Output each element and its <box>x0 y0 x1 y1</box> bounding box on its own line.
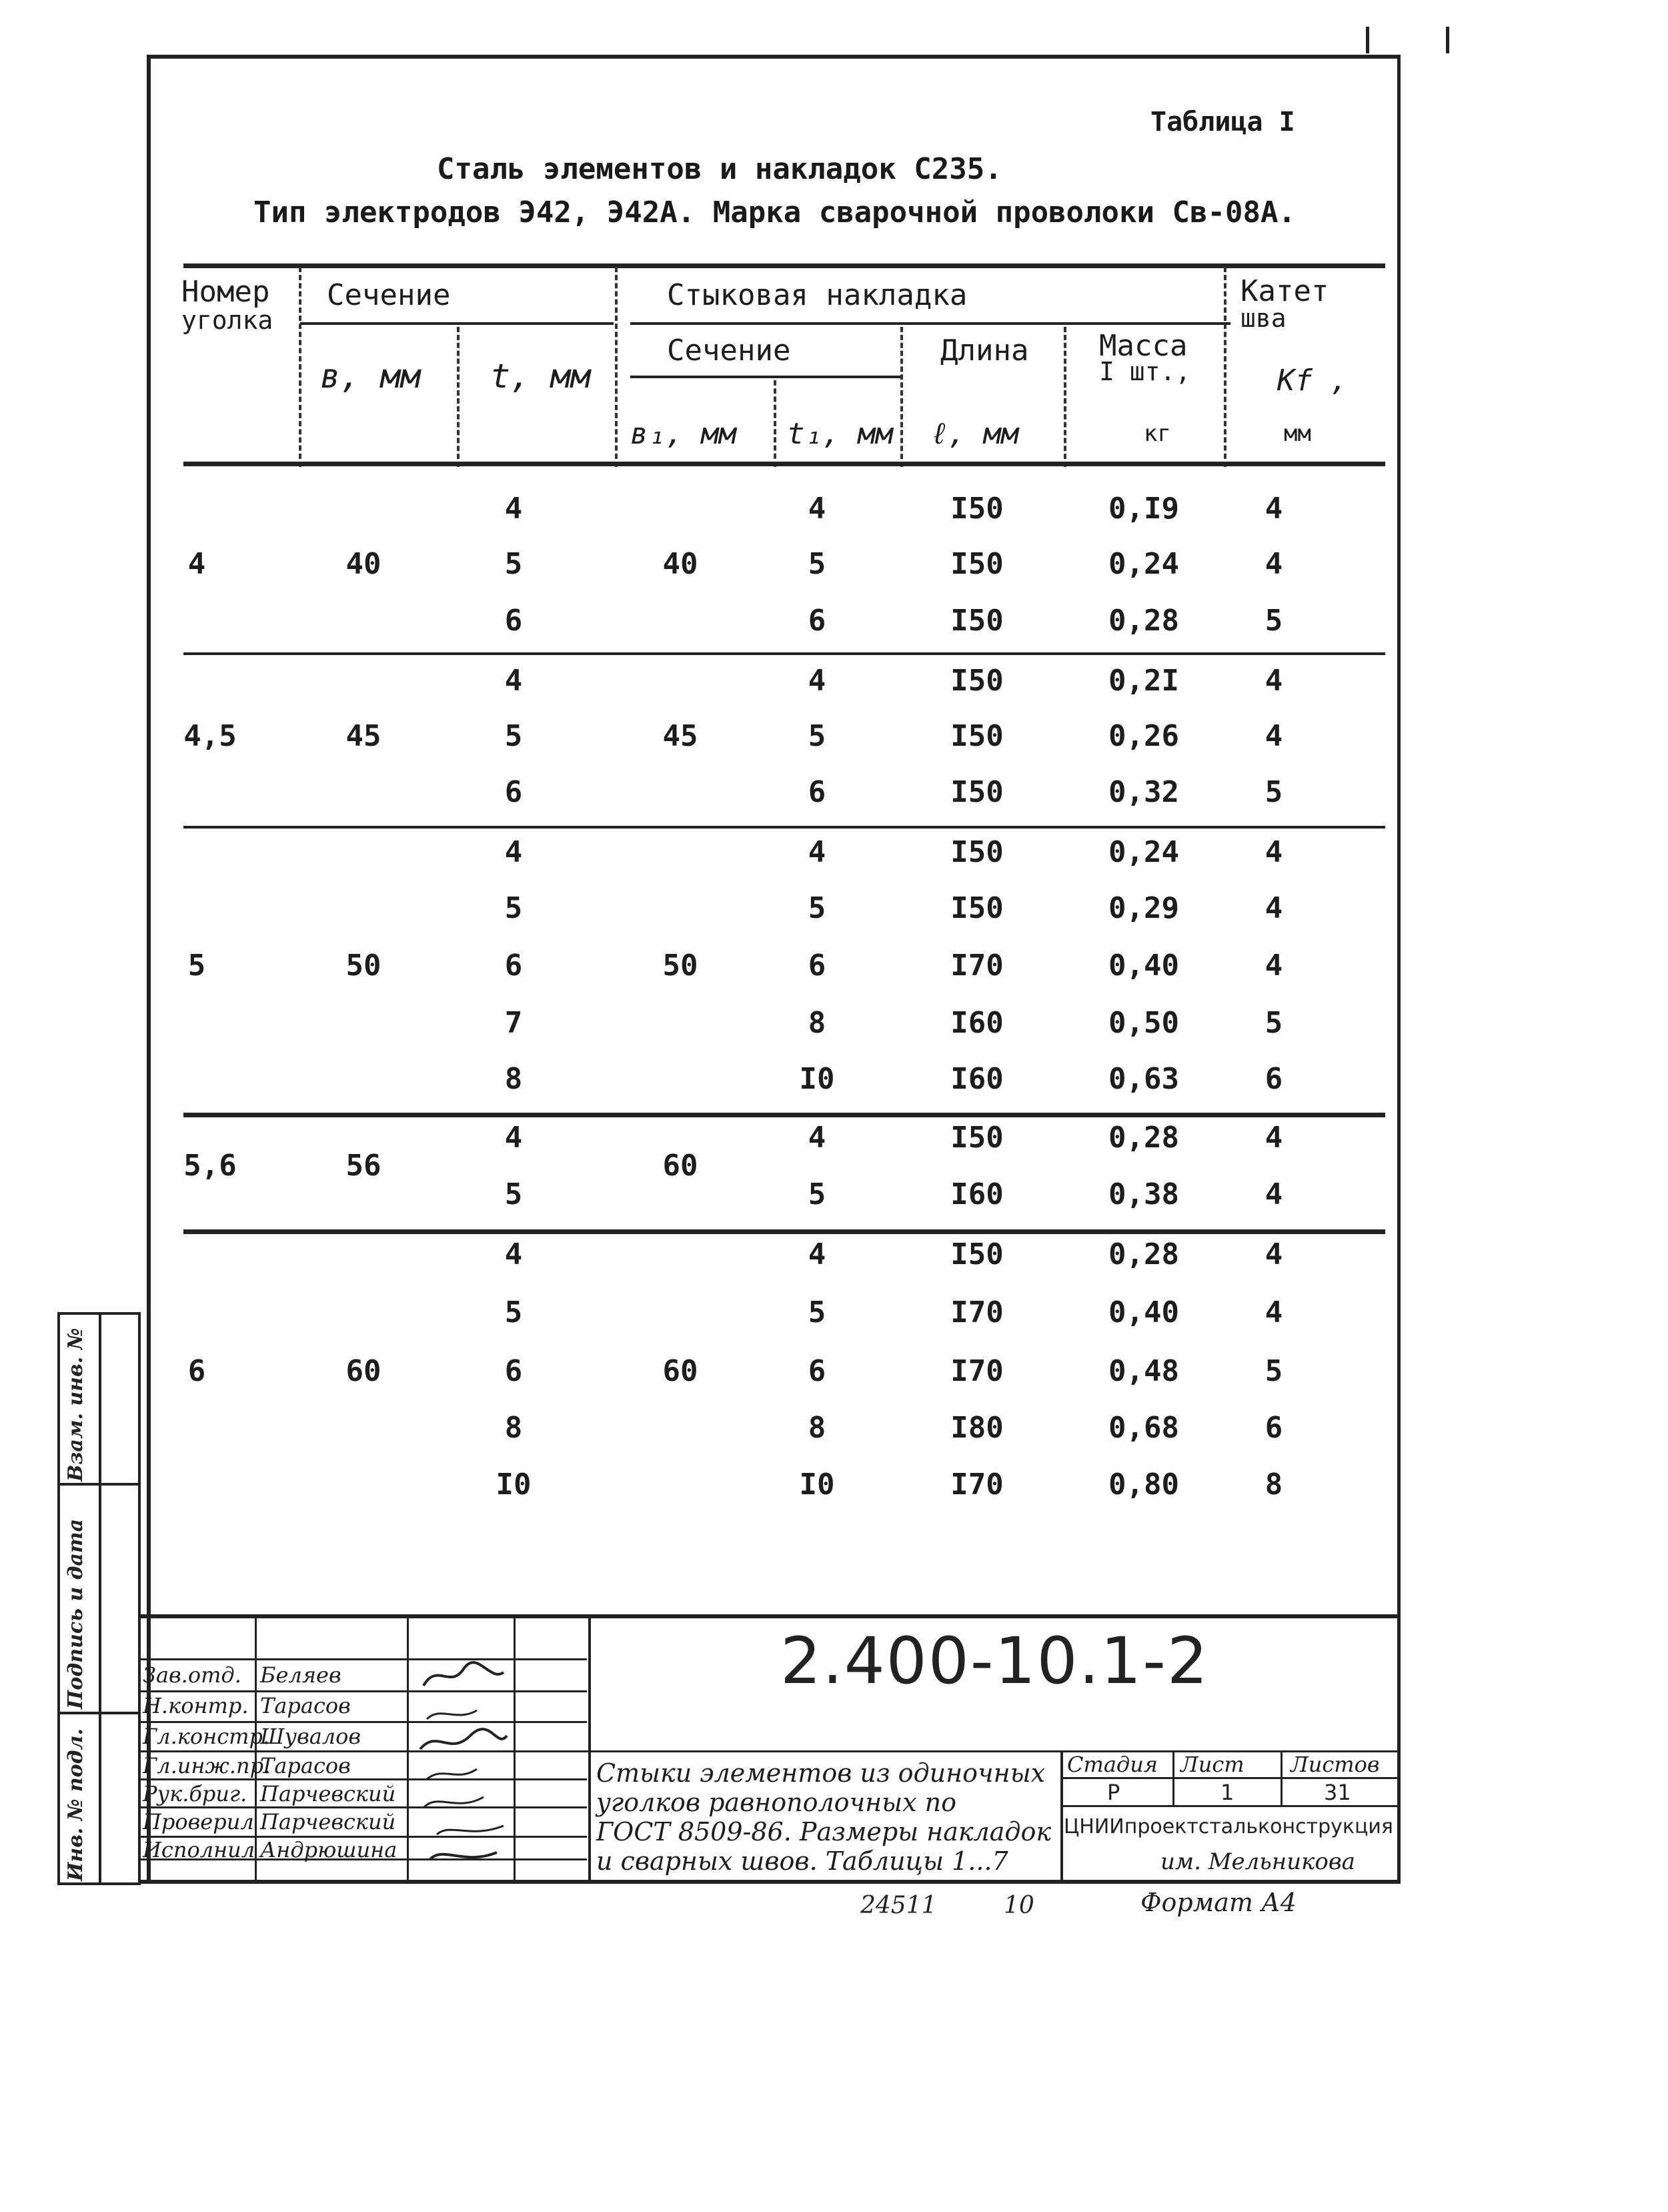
cell-b1: 50 <box>662 949 698 983</box>
header-plate-section: Сечение <box>667 334 791 368</box>
header-angle-number-line2: уголка <box>181 306 273 335</box>
cell-mass: 0,29 <box>1108 891 1179 925</box>
cell-mass: 0,80 <box>1108 1468 1179 1502</box>
cell-t1: 8 <box>808 1411 826 1445</box>
cell-t: 8 <box>504 1062 523 1096</box>
cell-kf: 4 <box>1265 1237 1283 1271</box>
group-rule <box>183 652 1385 655</box>
header-section-rule <box>300 322 614 325</box>
organization-name: ЦНИИпроектстальконструкция <box>1064 1815 1393 1838</box>
cell-kf: 4 <box>1265 492 1283 526</box>
cell-length: I50 <box>950 891 1004 925</box>
cell-length: I50 <box>950 492 1004 526</box>
name-head-dept: Беляев <box>260 1662 341 1688</box>
cell-t: 4 <box>504 664 523 698</box>
name-chief-designer: Шувалов <box>260 1724 361 1749</box>
cell-kf: 4 <box>1265 1177 1283 1211</box>
sheet-label: Лист <box>1180 1752 1244 1777</box>
header-l: ℓ, мм <box>930 417 1019 451</box>
cell-kf: 4 <box>1265 1121 1283 1155</box>
cell-t1: 6 <box>808 949 826 983</box>
description-line-3: ГОСТ 8509-86. Размеры накладок <box>596 1817 1052 1846</box>
cell-b: 45 <box>345 719 381 753</box>
cell-t1: 5 <box>808 547 826 581</box>
role-executed: Исполнил <box>143 1837 255 1862</box>
stamp-col <box>1172 1750 1174 1806</box>
side-box-signature-date <box>57 1483 141 1714</box>
cell-angle: 5 <box>187 949 206 983</box>
cell-t: I0 <box>496 1468 532 1502</box>
cell-kf: 4 <box>1265 891 1283 925</box>
header-butt-plate: Стыковая накладка <box>667 278 968 312</box>
cell-t: 6 <box>504 1354 523 1388</box>
cell-b1: 45 <box>662 719 698 753</box>
cell-t1: 6 <box>808 1354 826 1388</box>
cell-length: I70 <box>950 1295 1004 1329</box>
cell-kf: 6 <box>1265 1062 1283 1096</box>
stamp-col <box>514 1618 516 1884</box>
stamp-col <box>255 1618 257 1884</box>
col-divider <box>299 267 301 467</box>
cell-t: 5 <box>504 1295 523 1329</box>
stamp-col <box>588 1618 591 1884</box>
stamp-rule <box>140 1778 587 1780</box>
header-b: в, мм <box>320 357 421 396</box>
description-line-1: Стыки элементов из одиночных <box>596 1758 1046 1788</box>
role-chief-engineer: Гл.инж.пр. <box>143 1753 271 1778</box>
cell-t: 6 <box>504 604 523 638</box>
cell-length: I60 <box>950 1062 1004 1096</box>
header-angle-number <box>181 275 273 335</box>
cell-length: I50 <box>950 1237 1004 1271</box>
cell-b: 50 <box>345 949 381 983</box>
frame-top-mark <box>1446 27 1449 53</box>
header-weld-leg <box>1240 274 1329 333</box>
header-mass <box>1099 329 1191 386</box>
cell-t: 5 <box>504 891 523 925</box>
cell-kf: 4 <box>1265 949 1283 983</box>
header-plate-section-rule <box>630 376 900 378</box>
table-label: Таблица I <box>1150 107 1295 137</box>
cell-kf: 5 <box>1265 775 1283 809</box>
sheets-value: 31 <box>1324 1780 1351 1805</box>
cell-angle: 5,6 <box>183 1149 237 1183</box>
group-rule <box>183 1113 1385 1117</box>
cell-mass: 0,2I <box>1108 664 1179 698</box>
side-box-divider <box>99 1315 101 1483</box>
cell-kf: 5 <box>1265 1354 1283 1388</box>
cell-angle: 4 <box>187 547 206 581</box>
cell-mass: 0,28 <box>1108 1237 1179 1271</box>
cell-t1: 5 <box>808 891 826 925</box>
format-label: Формат А4 <box>1140 1888 1297 1917</box>
cell-mass: 0,32 <box>1108 775 1179 809</box>
stamp-col <box>1281 1750 1283 1806</box>
cell-length: I50 <box>950 547 1004 581</box>
organization-name-line2: им. Мельникова <box>1160 1848 1355 1875</box>
header-kf: Kf , <box>1277 364 1348 398</box>
frame-top-mark <box>1366 27 1369 53</box>
header-mass-line1: Масса <box>1099 329 1188 363</box>
cell-b1: 60 <box>662 1354 698 1388</box>
cell-length: I60 <box>950 1006 1004 1040</box>
cell-mass: 0,63 <box>1108 1062 1179 1096</box>
stage-label: Стадия <box>1067 1752 1158 1777</box>
header-length: Длина <box>940 334 1029 368</box>
name-team-lead: Парчевский <box>260 1781 396 1806</box>
cell-t: 4 <box>504 1237 523 1271</box>
col-divider <box>774 380 776 467</box>
title-line-2: Тип электродов Э42, Э42А. Марка сварочной проволоки Св-08А. <box>253 195 1296 229</box>
footer-number-2: 10 <box>1004 1892 1034 1919</box>
header-section: Сечение <box>327 278 451 312</box>
side-label-replaced-inv: Взам. инв. № <box>64 1327 87 1482</box>
col-divider <box>615 267 618 467</box>
side-label-original-inv: Инв. № подл. <box>64 1728 87 1881</box>
cell-t1: 5 <box>808 1177 826 1211</box>
cell-length: I50 <box>950 664 1004 698</box>
header-weld-leg-line2: шва <box>1240 304 1287 333</box>
cell-t: 4 <box>504 1121 523 1155</box>
signature-marks <box>410 1656 510 1869</box>
cell-mass: 0,I9 <box>1108 492 1179 526</box>
cell-t1: 5 <box>808 1295 826 1329</box>
cell-b1: 60 <box>662 1149 698 1183</box>
header-kf-unit: мм <box>1284 420 1311 447</box>
cell-b: 56 <box>345 1149 381 1183</box>
cell-t1: 4 <box>808 1121 826 1155</box>
role-checked: Проверил <box>143 1809 254 1834</box>
cell-length: I70 <box>950 949 1004 983</box>
cell-kf: 4 <box>1265 719 1283 753</box>
cell-mass: 0,24 <box>1108 547 1179 581</box>
stamp-col <box>407 1618 409 1884</box>
sheet-value: 1 <box>1220 1780 1234 1805</box>
group-rule <box>183 826 1385 828</box>
cell-mass: 0,40 <box>1108 1295 1179 1329</box>
cell-angle: 6 <box>187 1354 206 1388</box>
cell-mass: 0,68 <box>1108 1411 1179 1445</box>
document-code: 2.400-10.1-2 <box>780 1624 1209 1698</box>
cell-kf: 8 <box>1265 1468 1283 1502</box>
col-divider <box>457 327 460 467</box>
cell-mass: 0,50 <box>1108 1006 1179 1040</box>
name-chief-engineer: Тарасов <box>260 1753 351 1778</box>
cell-mass: 0,24 <box>1108 835 1179 869</box>
header-angle-number-line1: Номер <box>181 275 270 309</box>
cell-t: 7 <box>504 1006 523 1040</box>
cell-t: 6 <box>504 949 523 983</box>
col-divider <box>1224 267 1226 467</box>
cell-mass: 0,26 <box>1108 719 1179 753</box>
cell-mass: 0,28 <box>1108 1121 1179 1155</box>
cell-t1: I0 <box>799 1062 835 1096</box>
side-box-divider <box>99 1714 101 1882</box>
role-head-dept: Зав.отд. <box>143 1662 241 1688</box>
stamp-col <box>1060 1750 1063 1884</box>
cell-length: I50 <box>950 1121 1004 1155</box>
side-box-divider <box>99 1486 101 1712</box>
cell-t: 6 <box>504 775 523 809</box>
cell-mass: 0,28 <box>1108 604 1179 638</box>
stamp-rule <box>140 1658 587 1660</box>
name-executed: Андрюшина <box>260 1837 397 1862</box>
cell-length: I50 <box>950 719 1004 753</box>
header-b1: в₁, мм <box>630 417 736 451</box>
header-t1: t₁, мм <box>787 417 893 451</box>
cell-t1: I0 <box>799 1468 835 1502</box>
cell-t: 4 <box>504 492 523 526</box>
name-norm-control: Тарасов <box>260 1693 351 1718</box>
cell-kf: 4 <box>1265 835 1283 869</box>
cell-mass: 0,40 <box>1108 949 1179 983</box>
cell-t1: 6 <box>808 775 826 809</box>
col-divider <box>900 327 903 467</box>
cell-kf: 5 <box>1265 604 1283 638</box>
role-team-lead: Рук.бриг. <box>143 1781 247 1806</box>
cell-t1: 4 <box>808 1237 826 1271</box>
role-norm-control: Н.контр. <box>143 1693 249 1718</box>
side-label-signature-date: Подпись и дата <box>64 1518 87 1709</box>
stamp-rule <box>1060 1805 1401 1807</box>
cell-length: I70 <box>950 1468 1004 1502</box>
cell-kf: 4 <box>1265 664 1283 698</box>
role-chief-designer: Гл.констр. <box>143 1724 270 1749</box>
cell-t: 5 <box>504 1177 523 1211</box>
cell-t: 8 <box>504 1411 523 1445</box>
cell-t1: 5 <box>808 719 826 753</box>
cell-b: 40 <box>345 547 381 581</box>
stamp-rule <box>1060 1777 1401 1779</box>
header-t: t, мм <box>490 357 591 396</box>
cell-t: 4 <box>504 835 523 869</box>
sheets-label: Листов <box>1291 1752 1380 1777</box>
side-box-replaced-inv <box>57 1312 141 1486</box>
cell-t: 5 <box>504 547 523 581</box>
cell-mass: 0,38 <box>1108 1177 1179 1211</box>
cell-length: I50 <box>950 835 1004 869</box>
cell-t: 5 <box>504 719 523 753</box>
stamp-rule <box>140 1690 587 1692</box>
title-block <box>140 1614 1401 1884</box>
cell-t1: 4 <box>808 664 826 698</box>
cell-kf: 5 <box>1265 1006 1283 1040</box>
title-line-1: Сталь элементов и накладок С235. <box>437 152 1002 186</box>
cell-t1: 4 <box>808 492 826 526</box>
cell-length: I50 <box>950 775 1004 809</box>
header-bottom-rule <box>183 462 1385 466</box>
cell-length: I50 <box>950 604 1004 638</box>
header-mass-unit: кг <box>1144 420 1171 447</box>
group-rule <box>183 1229 1385 1234</box>
cell-mass: 0,48 <box>1108 1354 1179 1388</box>
cell-t1: 4 <box>808 835 826 869</box>
header-plate-rule <box>630 322 1230 325</box>
stamp-rule <box>140 1721 587 1723</box>
col-divider <box>1064 327 1066 467</box>
name-checked: Парчевский <box>260 1809 396 1834</box>
cell-t1: 8 <box>808 1006 826 1040</box>
cell-kf: 6 <box>1265 1411 1283 1445</box>
stage-value: Р <box>1107 1780 1120 1805</box>
cell-kf: 4 <box>1265 547 1283 581</box>
cell-length: I60 <box>950 1177 1004 1211</box>
description-line-4: и сварных швов. Таблицы 1...7 <box>596 1846 1008 1876</box>
header-weld-leg-line1: Катет <box>1240 274 1329 308</box>
description-line-2: уголков равнополочных по <box>596 1788 956 1817</box>
side-box-original-inv <box>57 1712 141 1885</box>
cell-b1: 40 <box>662 547 698 581</box>
cell-kf: 4 <box>1265 1295 1283 1329</box>
cell-length: I80 <box>950 1411 1004 1445</box>
stamp-rule <box>140 1806 587 1808</box>
cell-angle: 4,5 <box>183 719 237 753</box>
header-mass-line2: I шт., <box>1099 357 1191 386</box>
cell-length: I70 <box>950 1354 1004 1388</box>
footer-number: 24511 <box>860 1892 937 1919</box>
cell-b: 60 <box>345 1354 381 1388</box>
cell-t1: 6 <box>808 604 826 638</box>
table-top-rule <box>183 263 1385 268</box>
